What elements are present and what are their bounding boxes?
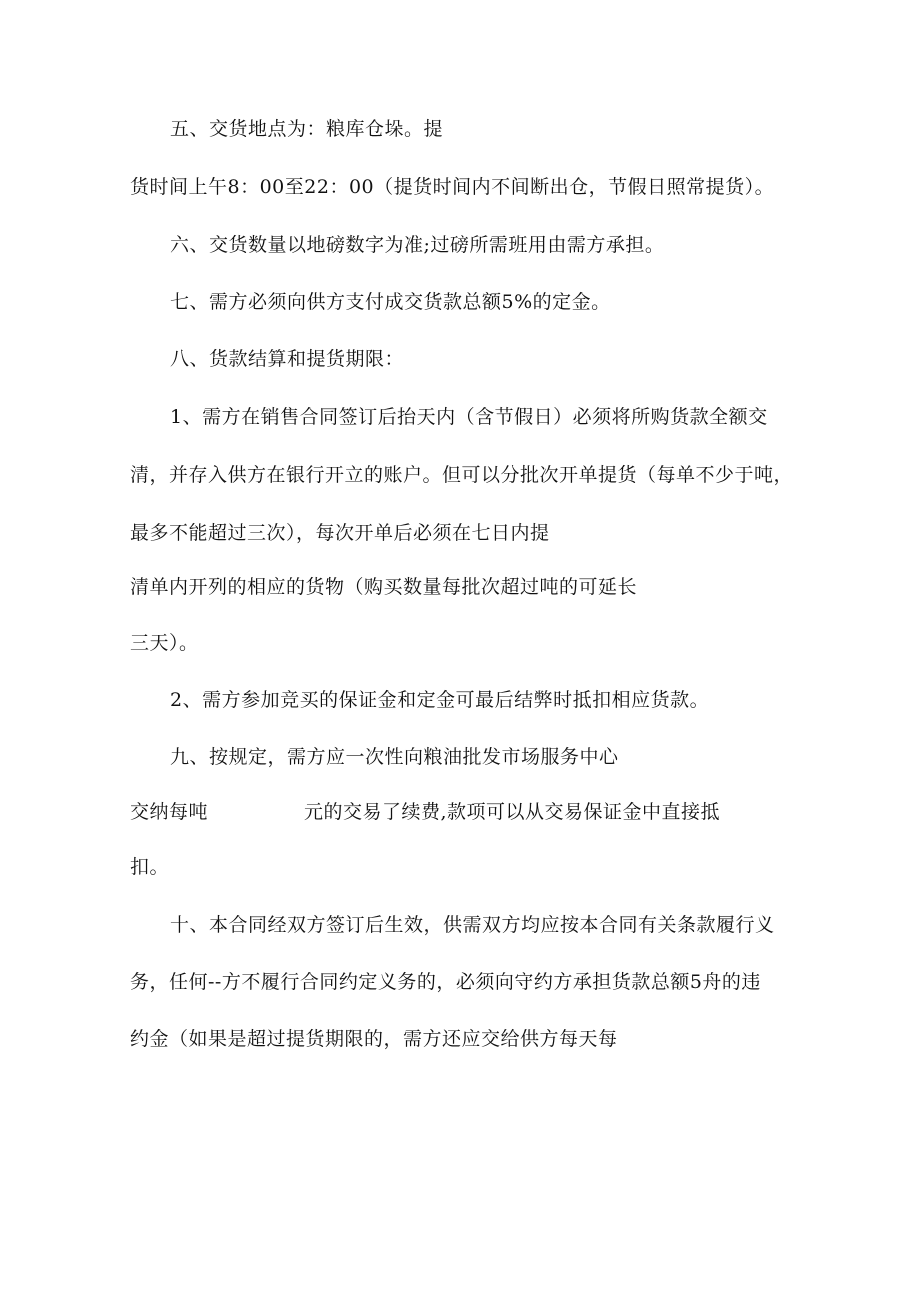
clause-8-item-1: 1、需方在销售合同签订后抬天内（含节假日）必须将所购货款全额交 — [170, 406, 768, 428]
fee-suffix: 元的交易了续费,款项可以从交易保证金中直接抵 — [304, 801, 721, 823]
clause-10-line-2: 务，任何--方不履行合同约定义务的，必须向守约方承担货款总额5舟的违 — [130, 971, 761, 993]
clause-8-item-1-line-4: 清单内开列的相应的货物（购买数量每批次超过吨的可延长 — [130, 576, 638, 598]
clause-7-text: 七、需方必须向供方支付成交货款总额5%的定金。 — [170, 291, 611, 313]
clause-5-continuation: 货时间上午8：00至22：00（提货时间内不间断出仓，节假日照常提货）。 — [130, 176, 775, 198]
clause-9-line-2 — [130, 800, 720, 824]
clause-10-line-3: 约金（如果是超过提货期限的，需方还应交给供方每天每 — [130, 1028, 618, 1050]
clause-9-line-3: 扣。 — [130, 856, 170, 878]
clause-6-text: 六、交货数量以地磅数字为准;过磅所需班用由需方承担。 — [170, 234, 665, 256]
clause-9-text: 九、按规定，需方应一次性向粮油批发市场服务中心 — [170, 746, 619, 768]
clause-8-heading: 八、货款结算和提货期限： — [170, 348, 405, 370]
clause-10-text: 十、本合同经双方签订后生效，供需双方均应按本合同有关条款履行义 — [170, 914, 775, 936]
fee-prefix: 交纳每吨 — [130, 801, 209, 823]
clause-8-item-1-line-3: 最多不能超过三次），每次开单后必须在七日内提 — [130, 522, 550, 544]
clause-8-item-1-line-2: 清，并存入供方在银行开立的账户。但可以分批次开单提货（每单不少于吨， — [130, 464, 794, 486]
clause-5-text: 五、交货地点为：粮库仓垛。提 — [170, 118, 444, 140]
clause-8-item-1-line-5: 三天）。 — [130, 632, 199, 654]
clause-8-item-2: 2、需方参加竞买的保证金和定金可最后结弊时抵扣相应货款。 — [170, 689, 710, 711]
